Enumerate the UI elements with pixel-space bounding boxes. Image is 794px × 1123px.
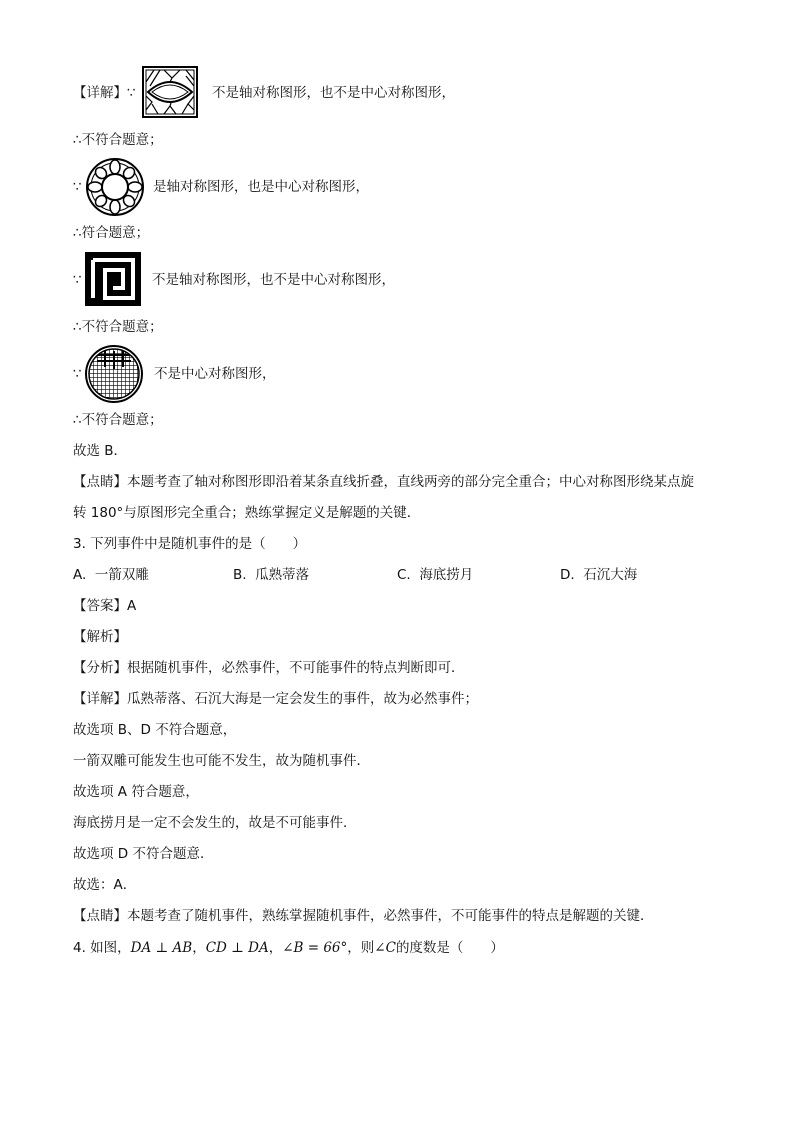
option-c-text: 海底捞月 — [419, 567, 474, 583]
question-4-suffix: 的度数是（ ） — [395, 940, 504, 956]
detail-3-line-3: 一箭双雕可能发生也可能不发生，故为随机事件． — [73, 753, 370, 769]
round-grid-figure — [85, 345, 143, 403]
detail-tag: 【详解】 — [73, 85, 127, 101]
option-d-text: 石沉大海 — [583, 567, 638, 583]
detail-3-line-6: 故选项 D 不符合题意． — [73, 846, 214, 862]
answer-line: 【答案】A — [73, 598, 137, 614]
conclusion-line-4: ∴不符合题意； — [73, 412, 163, 428]
because-line-3-text: 不是轴对称图形，也不是中心对称图形， — [152, 272, 395, 288]
option-a-text: 一箭双雕 — [94, 567, 149, 583]
option-b-text: 瓜熟蒂落 — [255, 567, 310, 583]
detail-3-line-4: 故选项 A 符合题意， — [73, 784, 199, 800]
option-b-label: B. — [233, 567, 247, 583]
option-a-label: A. — [73, 567, 87, 583]
option-c — [397, 565, 473, 585]
math-cd-perp-da: CD ⊥ DA — [205, 940, 269, 956]
because-line-4-text: 不是中心对称图形， — [154, 366, 276, 382]
comment-3-line: 【点睛】本题考查了随机事件，熟练掌握随机事件，必然事件，不可能事件的特点是解题的关键． — [73, 908, 654, 924]
conclusion-line-2: ∴符合题意； — [73, 225, 150, 241]
analysis-heading: 【解析】 — [73, 629, 127, 645]
conclusion-line-1: ∴不符合题意； — [73, 132, 163, 148]
math-angle-c: ∠C — [374, 940, 396, 956]
detail-3-line-2: 故选项 B、D 不符合题意， — [73, 722, 237, 738]
question-4-prefix: 4. 如图， — [73, 940, 131, 956]
detail-3-line-1: 【详解】瓜熟蒂落、石沉大海是一定会发生的事件，故为必然事件； — [73, 691, 478, 707]
question-4-stem — [73, 938, 504, 958]
option-a — [73, 565, 149, 585]
round-flower-figure — [85, 157, 145, 217]
because-symbol: ∵ — [127, 85, 136, 101]
detail-3-line-7: 故选：A． — [73, 877, 137, 893]
conclusion-line-3: ∴不符合题意； — [73, 319, 163, 335]
detail-line-1-text: 不是轴对称图形，也不是中心对称图形， — [212, 85, 455, 101]
choice-line: 故选 B． — [73, 443, 128, 459]
because-line-4: ∵ — [73, 366, 82, 382]
analysis-line: 【分析】根据随机事件，必然事件，不可能事件的特点判断即可． — [73, 660, 465, 676]
because-line-2: ∵ — [73, 179, 82, 195]
separator-1: ， — [192, 940, 206, 956]
detail-3-line-5: 海底捞月是一定不会发生的，故是不可能事件． — [73, 815, 357, 831]
question-3-stem: 3. 下列事件中是随机事件的是（ ） — [73, 536, 307, 552]
separator-2: ， — [268, 940, 283, 956]
because-line-3: ∵ — [73, 272, 82, 288]
because-line-2-text: 是轴对称图形，也是中心对称图形， — [153, 179, 369, 195]
detail-line-1 — [73, 83, 136, 103]
comment-line-2: 转 180°与原图形完全重合；熟练掌握定义是解题的关键． — [73, 505, 421, 521]
comment-line-1: 【点睛】本题考查了轴对称图形即沿着某条直线折叠，直线两旁的部分完全重合；中心对称图形绕某点旋 — [73, 474, 694, 490]
math-angle-b: ∠B = 66° — [282, 940, 348, 956]
math-da-perp-ab: DA ⊥ AB — [130, 940, 193, 956]
window-lattice-figure-1 — [142, 66, 198, 118]
option-d — [560, 565, 637, 585]
option-c-label: C. — [397, 567, 411, 583]
option-b — [233, 565, 309, 585]
question-4-mid: ，则 — [347, 940, 375, 956]
square-maze-figure — [85, 252, 141, 306]
option-d-label: D. — [560, 567, 575, 583]
